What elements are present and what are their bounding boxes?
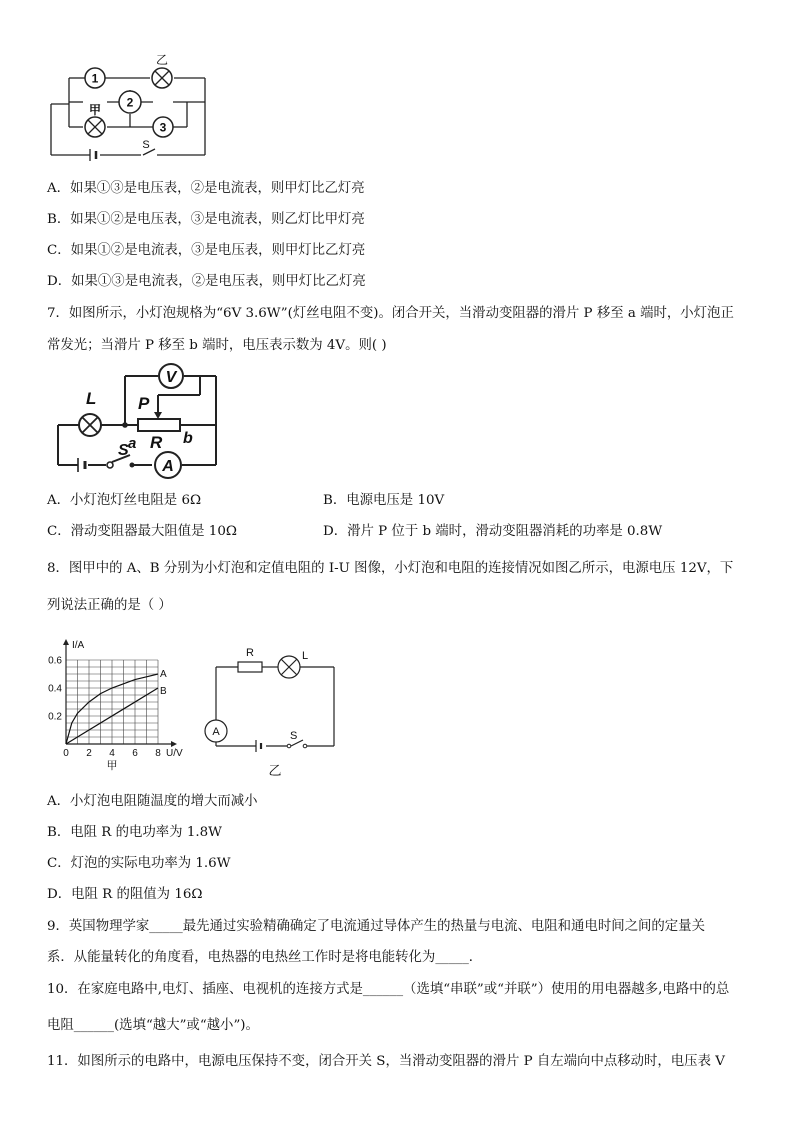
lamp-l-circuit xyxy=(278,656,300,678)
q7-option-b: B．电源电压是 10V xyxy=(323,493,445,508)
circuit-label-s: S xyxy=(290,730,298,742)
chart-caption-jia: 甲 xyxy=(106,760,118,772)
y-axis-arrow xyxy=(63,639,69,645)
q8-stem-line1: 8．图甲中的 A、B 分别为小灯泡和定值电阻的 I-U 图像，小灯泡和电阻的连接情况如图乙所示，电源电压 12V，下 xyxy=(47,561,734,576)
ammeter-circuit xyxy=(205,720,227,742)
meter-2 xyxy=(119,91,141,113)
circuit-label-r: R xyxy=(246,647,254,659)
label-b: b xyxy=(183,430,193,447)
q6-option-a: A．如果①③是电压表，②是电流表，则甲灯比乙灯亮 xyxy=(47,181,365,196)
x-tick-label: 8 xyxy=(155,748,161,759)
ammeter-1 xyxy=(85,68,105,88)
q9-line1: 9．英国物理学家_____最先通过实验精确确定了电流通过导体产生的热量与电流、电阻和通电时间之间的定量关 xyxy=(47,919,705,934)
label-L: L xyxy=(86,389,97,408)
lamp-yi xyxy=(152,53,172,88)
meter-3 xyxy=(153,117,173,137)
voltmeter-v-label: V xyxy=(165,369,177,386)
circuit-label-l: L xyxy=(302,650,309,662)
series-a-label: A xyxy=(160,669,167,680)
q7-option-d: D．滑片 P 位于 b 端时，滑动变阻器消耗的功率是 0.8W xyxy=(323,524,663,539)
q6-option-d: D．如果①③是电流表，②是电压表，则甲灯比乙灯亮 xyxy=(47,274,366,289)
q8-circuit-figure xyxy=(200,645,340,780)
y-tick-label: 0.4 xyxy=(48,683,62,695)
label-R: R xyxy=(150,433,163,452)
x-tick-label: 6 xyxy=(132,748,138,759)
q7-stem-line2: 常发光；当滑片 P 移至 b 端时，电压表示数为 4V。则( ) xyxy=(47,338,387,353)
q8-option-a: A．小灯泡电阻随温度的增大而减小 xyxy=(47,794,258,809)
lamp-l xyxy=(79,414,101,436)
label-a: a xyxy=(128,435,137,452)
meter-1-label: 1 xyxy=(91,71,99,86)
ammeter-a-label: A xyxy=(162,458,174,475)
rheostat-r xyxy=(138,419,180,431)
q9-line2: 系．从能量转化的角度看，电热器的电热丝工作时是将电能转化为_____． xyxy=(47,950,483,965)
switch-s-label: S xyxy=(142,139,150,151)
q8-option-b: B．电阻 R 的电功率为 1.8W xyxy=(47,825,222,840)
q7-option-a: A．小灯泡灯丝电阻是 6Ω xyxy=(47,493,202,508)
q10-line1: 10．在家庭电路中,电灯、插座、电视机的连接方式是______（选填“串联”或“并联”）使用的用电器越多,电路中的总 xyxy=(47,982,730,997)
iu-chart xyxy=(40,622,200,772)
q10-line2: 电阻______(选填“越大”或“越小”)。 xyxy=(47,1018,259,1033)
label-S: S xyxy=(118,442,129,459)
lamp-jia-label: 甲 xyxy=(88,103,102,117)
circuit-caption-yi: 乙 xyxy=(268,763,282,778)
x-axis-arrow xyxy=(171,741,177,747)
ammeter-a xyxy=(155,452,181,478)
meter-3-label: 3 xyxy=(159,120,167,135)
q8-option-d: D．电阻 R 的阻值为 16Ω xyxy=(47,887,203,902)
x-tick-label: 4 xyxy=(109,748,115,759)
x-axis-label: U/V xyxy=(166,748,183,759)
q6-option-b: B．如果①②是电压表，③是电流表，则乙灯比甲灯亮 xyxy=(47,212,365,227)
resistor-r xyxy=(238,662,262,672)
q6-option-c: C．如果①②是电流表，③是电压表，则甲灯比乙灯亮 xyxy=(47,243,366,258)
y-tick-label: 0.2 xyxy=(48,711,62,723)
series-b-label: B xyxy=(160,686,167,697)
q11-line1: 11．如图所示的电路中，电源电压保持不变，闭合开关 S，当滑动变阻器的滑片 P 自左端向中点移动时，电压表 V xyxy=(47,1054,725,1069)
q8-option-c: C．灯泡的实际电功率为 1.6W xyxy=(47,856,231,871)
lamp-yi-label: 乙 xyxy=(155,53,169,67)
q7-option-c: C．滑动变阻器最大阻值是 10Ω xyxy=(47,524,237,539)
q7-circuit-figure xyxy=(50,362,230,477)
q7-stem-line1: 7．如图所示，小灯泡规格为“6V 3.6W”(灯丝电阻不变)。闭合开关，当滑动变阻器的滑片 P 移至 a 端时，小灯泡正 xyxy=(47,306,734,321)
ammeter-circuit-label: A xyxy=(212,726,220,738)
lamp-jia xyxy=(85,103,105,137)
x-tick-label: 0 xyxy=(63,748,69,759)
chart-grid xyxy=(66,660,158,744)
label-P: P xyxy=(138,394,150,413)
x-tick-label: 2 xyxy=(86,748,92,759)
y-tick-label: 0.6 xyxy=(48,655,62,667)
q6-circuit-figure xyxy=(45,50,215,160)
voltmeter-v xyxy=(159,364,183,388)
y-axis-label: I/A xyxy=(72,640,85,651)
q8-stem-line2: 列说法正确的是（ ） xyxy=(47,598,172,613)
meter-2-label: 2 xyxy=(126,95,134,110)
